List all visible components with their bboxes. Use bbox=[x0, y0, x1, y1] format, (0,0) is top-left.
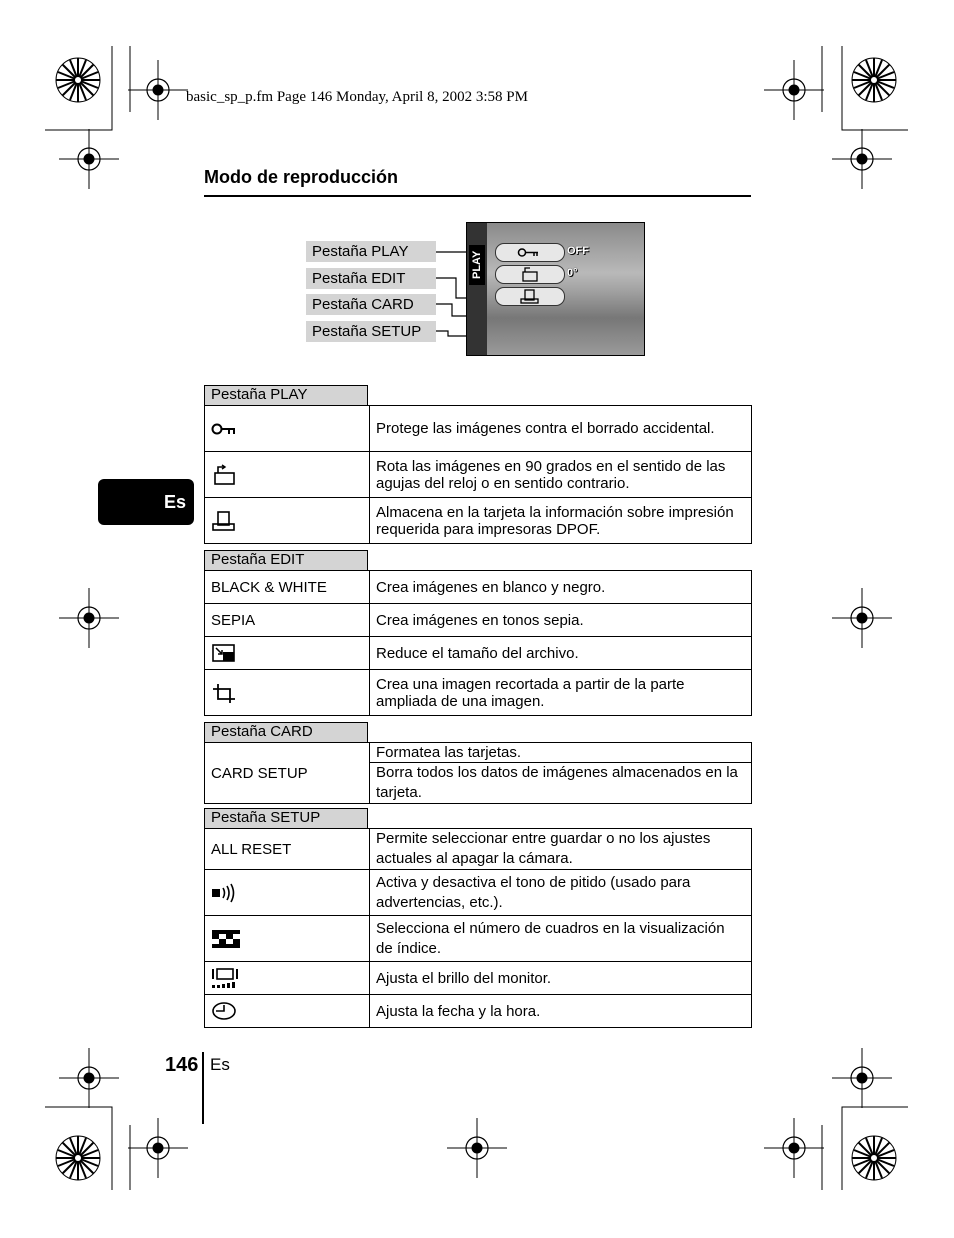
table-row bbox=[205, 670, 752, 716]
print-menu-item bbox=[495, 287, 565, 306]
table-row bbox=[205, 637, 752, 670]
page-title: Modo de reproducción bbox=[204, 167, 399, 187]
row-description: Crea una imagen recortada a partir de la parte ampliada de una imagen. bbox=[370, 670, 752, 716]
print-icon bbox=[211, 510, 237, 532]
section-edit bbox=[204, 550, 752, 716]
section-heading: Pestaña PLAY bbox=[204, 385, 368, 405]
section-play bbox=[204, 385, 752, 544]
row-description: Crea imágenes en blanco y negro. bbox=[370, 571, 752, 604]
footer-rule bbox=[202, 1052, 204, 1124]
label-tab-play: Pestaña PLAY bbox=[306, 241, 436, 262]
language-side-tab: Es bbox=[98, 479, 194, 525]
clock-icon bbox=[211, 1001, 237, 1021]
crop-icon bbox=[211, 682, 237, 704]
key-icon bbox=[496, 244, 564, 261]
label-tab-setup: Pestaña SETUP bbox=[306, 321, 436, 342]
file-header: basic_sp_p.fm Page 146 Monday, April 8, 2002 3:58 PM bbox=[186, 89, 528, 105]
table-row bbox=[205, 498, 752, 544]
row-description: Activa y desactiva el tono de pitido (usado para advertencias, etc.). bbox=[370, 870, 752, 916]
rotate-menu-item bbox=[495, 265, 565, 284]
protect-menu-item bbox=[495, 243, 565, 262]
row-description: Formatea las tarjetas. bbox=[370, 743, 752, 763]
title-rule bbox=[204, 195, 751, 197]
beep-icon bbox=[211, 883, 239, 903]
tab-strip bbox=[467, 223, 487, 355]
camera-screen bbox=[466, 222, 645, 356]
row-label: SEPIA bbox=[205, 604, 370, 637]
table-row bbox=[205, 452, 752, 498]
table-row bbox=[205, 743, 752, 763]
row-label: ALL RESET bbox=[205, 829, 370, 870]
row-description: Crea imágenes en tonos sepia. bbox=[370, 604, 752, 637]
table-row bbox=[205, 406, 752, 452]
brightness-icon bbox=[211, 967, 241, 989]
table-row bbox=[205, 870, 752, 916]
table-row bbox=[205, 962, 752, 995]
row-description: Permite seleccionar entre guardar o no los ajustes actuales al apagar la cámara. bbox=[370, 829, 752, 870]
index-icon bbox=[211, 929, 241, 949]
table-row bbox=[205, 916, 752, 962]
table-row bbox=[205, 604, 752, 637]
row-description: Protege las imágenes contra el borrado accidental. bbox=[370, 406, 752, 452]
section-heading: Pestaña CARD bbox=[204, 722, 368, 742]
row-label: BLACK & WHITE bbox=[205, 571, 370, 604]
row-description: Selecciona el número de cuadros en la visualización de índice. bbox=[370, 916, 752, 962]
table-row bbox=[205, 571, 752, 604]
table-row bbox=[205, 829, 752, 870]
row-description: Borra todos los datos de imágenes almacenados en la tarjeta. bbox=[370, 763, 752, 804]
print-icon bbox=[496, 288, 564, 305]
resize-icon bbox=[211, 643, 237, 663]
rotate-icon bbox=[496, 266, 564, 283]
label-tab-card: Pestaña CARD bbox=[306, 294, 436, 315]
row-description: Rota las imágenes en 90 grados en el sentido de las agujas del reloj o en sentido contrario. bbox=[370, 452, 752, 498]
row-description: Almacena en la tarjeta la información sobre impresión requerida para impresoras DPOF. bbox=[370, 498, 752, 544]
row-description: Reduce el tamaño del archivo. bbox=[370, 637, 752, 670]
table-row bbox=[205, 995, 752, 1028]
rotate-value: 0° bbox=[567, 267, 578, 279]
section-card bbox=[204, 722, 752, 804]
page-number: 146 bbox=[165, 1054, 199, 1076]
section-heading: Pestaña SETUP bbox=[204, 808, 368, 828]
rotate-icon bbox=[211, 464, 237, 486]
row-description: Ajusta la fecha y la hora. bbox=[370, 995, 752, 1028]
key-icon bbox=[211, 422, 239, 436]
footer-language: Es bbox=[210, 1055, 230, 1074]
section-setup bbox=[204, 808, 752, 1028]
row-description: Ajusta el brillo del monitor. bbox=[370, 962, 752, 995]
row-label: CARD SETUP bbox=[205, 743, 370, 804]
play-tab-indicator: PLAY bbox=[469, 245, 485, 285]
label-tab-edit: Pestaña EDIT bbox=[306, 268, 436, 289]
protect-value: OFF bbox=[567, 245, 589, 257]
section-heading: Pestaña EDIT bbox=[204, 550, 368, 570]
